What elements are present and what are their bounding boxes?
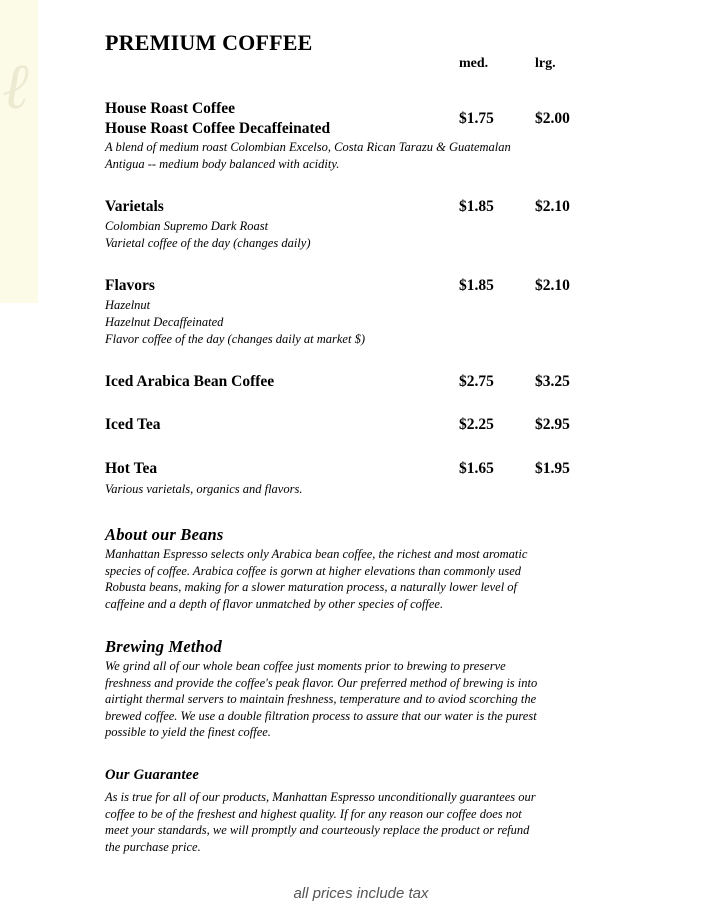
decorative-side-strip: [0, 0, 38, 303]
paragraph-line: airtight thermal servers to maintain freshness, temperature and to aviod scorching the: [105, 692, 537, 706]
section-paragraph: [105, 546, 615, 612]
paragraph-line: We grind all of our whole bean coffee just moments prior to brewing to preserve: [105, 659, 506, 673]
price-medium: $1.85: [459, 198, 494, 215]
price-large: $1.95: [535, 460, 570, 477]
column-header-medium: med.: [459, 56, 489, 71]
price-large: $2.10: [535, 198, 570, 215]
price-medium: $1.85: [459, 277, 494, 294]
description-line: Colombian Supremo Dark Roast: [105, 219, 269, 233]
description-line: Various varietals, organics and flavors.: [105, 482, 303, 496]
price-medium: $2.75: [459, 373, 494, 390]
price-medium: $1.65: [459, 460, 494, 477]
section-heading: About our Beans: [105, 525, 224, 544]
price-medium: $2.25: [459, 416, 494, 433]
item-name: House Roast Coffee Decaffeinated: [105, 120, 331, 137]
paragraph-line: Robusta beans, making for a slower maturation process, a naturally lower level of: [105, 580, 518, 594]
paragraph-line: possible to yield the finest coffee.: [105, 725, 271, 739]
item-name: Iced Arabica Bean Coffee: [105, 373, 275, 390]
footer-note: all prices include tax: [293, 885, 429, 902]
description-line: Hazelnut Decaffeinated: [105, 315, 224, 329]
paragraph-line: meet your standards, we will promptly and courteously replace the product or refund: [105, 823, 530, 837]
section-heading: Brewing Method: [105, 637, 222, 656]
item-description: [105, 139, 605, 173]
item-description: [105, 218, 605, 252]
section-paragraph: [105, 658, 615, 741]
description-line: Hazelnut: [105, 298, 151, 312]
price-large: $3.25: [535, 373, 570, 390]
price-large: $2.10: [535, 277, 570, 294]
description-line: Flavor coffee of the day (changes daily at market $): [105, 332, 365, 346]
item-description: [105, 297, 605, 348]
section-heading: Our Guarantee: [105, 767, 200, 783]
item-name: Flavors: [105, 277, 155, 294]
description-line: Antigua -- medium body balanced with acidity.: [105, 157, 340, 171]
price-large: $2.95: [535, 416, 570, 433]
paragraph-line: coffee to be of the freshest and highest quality. If for any reason our coffee does not: [105, 806, 522, 821]
item-name: House Roast Coffee: [105, 100, 236, 117]
column-header-large: lrg.: [535, 56, 556, 71]
item-name: Iced Tea: [105, 416, 161, 433]
item-name: Varietals: [105, 198, 164, 215]
paragraph-line: Manhattan Espresso selects only Arabica bean coffee, the richest and most aromatic: [105, 547, 528, 561]
decorative-script-mark: ℓ: [2, 50, 29, 124]
description-line: Varietal coffee of the day (changes daily): [105, 236, 311, 250]
price-large: $2.00: [535, 110, 570, 127]
paragraph-line: As is true for all of our products, Manhattan Espresso unconditionally guarantees our: [105, 790, 536, 804]
paragraph-line: the purchase price.: [105, 839, 201, 854]
section-paragraph: [105, 789, 615, 855]
paragraph-line: freshness and provide the coffee's peak flavor. Our preferred method of brewing is into: [105, 675, 538, 690]
paragraph-line: brewed coffee. We use a double filtration process to assure that our water is the purest: [105, 708, 537, 723]
item-description: [105, 481, 605, 498]
paragraph-line: caffeine and a depth of flavor unmatched by other species of coffee.: [105, 596, 444, 611]
page-title: PREMIUM COFFEE: [105, 30, 313, 55]
paragraph-line: species of coffee. Arabica coffee is gorwn at higher elevations than commonly used: [105, 563, 522, 578]
price-medium: $1.75: [459, 110, 494, 127]
description-line: A blend of medium roast Colombian Excelso, Costa Rican Tarazu & Guatemalan: [105, 140, 511, 154]
item-name: Hot Tea: [105, 460, 158, 477]
